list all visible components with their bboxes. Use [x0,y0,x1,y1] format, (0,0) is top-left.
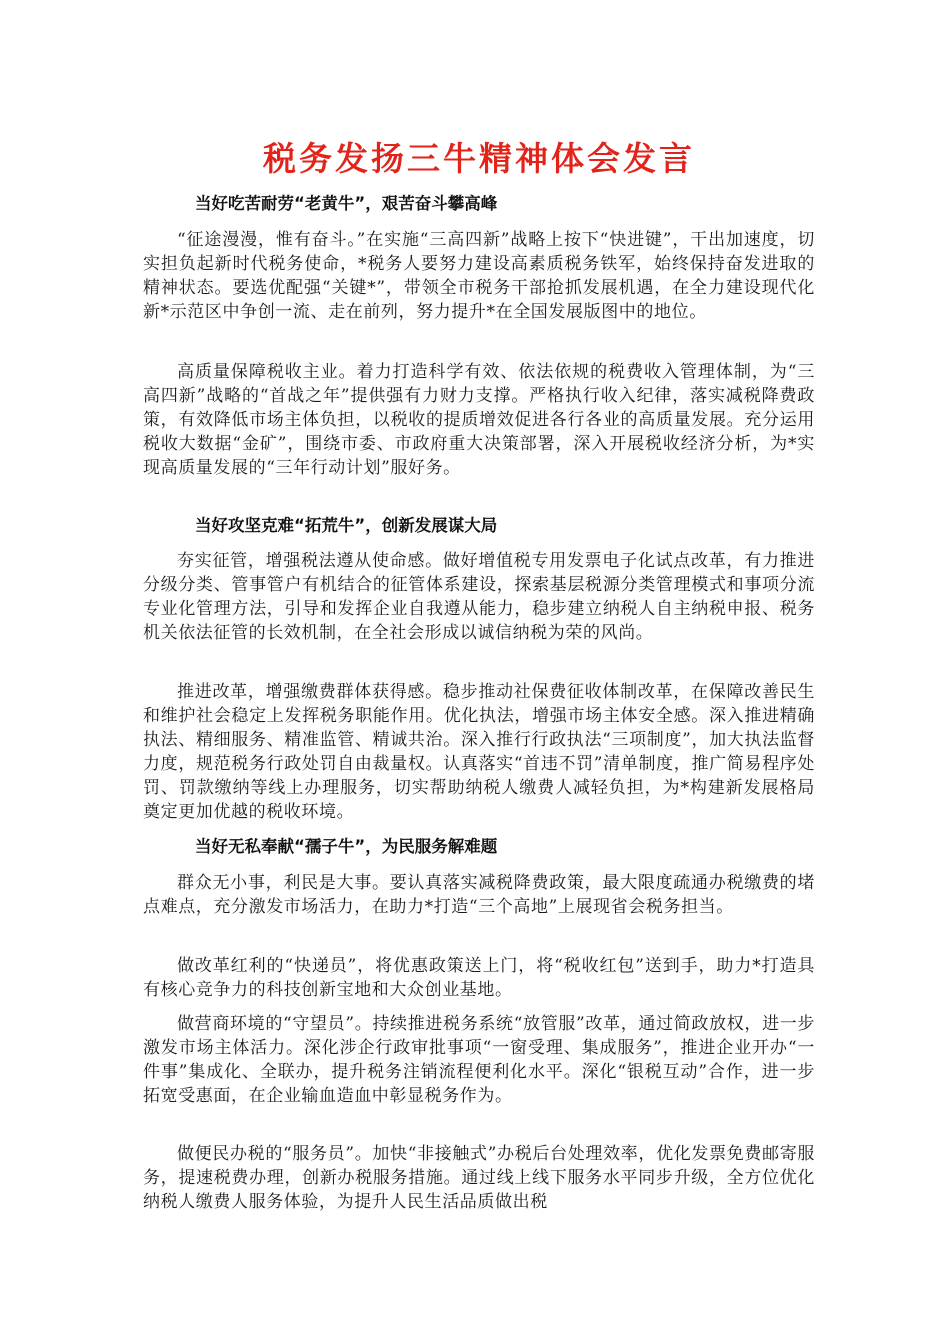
section-heading-1: 当好吃苦耐劳“老黄牛”，艰苦奋斗攀高峰 [195,194,498,213]
paragraph: 做改革红利的“快递员”，将优惠政策送上门，将“税收红包”送到手，助力*打造具有核心竞争力的科技创新宝地和大众创业基地。 [143,956,815,1000]
paragraph: 做营商环境的“守望员”。持续推进税务系统“放管服”改革，通过简政放权，进一步激发市场主体活力。深化涉企行政审批事项“一窗受理、集成服务”，推进企业开办“一件事”集成化、全联办，提升税务注销流程便利化水平。深化“银税互动”合作，进一步拓宽受惠面，在企业输血造血中彰显税务作为。 [143,1014,815,1106]
paragraph: 做便民办税的“服务员”。加快“非接触式”办税后台处理效率，优化发票免费邮寄服务，提速税费办理，创新办税服务措施。通过线上线下服务水平同步升级，全方位优化纳税人缴费人服务体验，为提升人民生活品质做出税 [143,1144,815,1212]
paragraph: 群众无小事，利民是大事。要认真落实减税降费政策，最大限度疏通办税缴费的堵点难点，充分激发市场活力，在助力*打造“三个高地”上展现省会税务担当。 [143,873,815,917]
paragraph: 高质量保障税收主业。着力打造科学有效、依法依规的税费收入管理体制，为“三高四新”战略的“首战之年”提供强有力财力支撑。严格执行收入纪律，落实减税降费政策，有效降低市场主体负担，以税收的提质增效促进各行各业的高质量发展。充分运用税收大数据“金矿”，围绕市委、市政府重大决策部署，深入开展税收经济分析，为*实现高质量发展的“三年行动计划”服好务。 [143,362,815,478]
paragraph: “征途漫漫，惟有奋斗。”在实施“三高四新”战略上按下“快进键”，干出加速度，切实担负起新时代税务使命，*税务人要努力建设高素质税务铁军，始终保持奋发进取的精神状态。要选优配强“关键*”，带领全市税务干部抢抓发展机遇，在全力建设现代化新*示范区中争创一流、走在前列，努力提升*在全国发展版图中的地位。 [143,230,815,322]
paragraph: 夯实征管，增强税法遵从使命感。做好增值税专用发票电子化试点改革，有力推进分级分类、管事管户有机结合的征管体系建设，探索基层税源分类管理模式和事项分流专业化管理方法，引导和发挥企业自我遵从能力，稳步建立纳税人自主纳税申报、税务机关依法征管的长效机制，在全社会形成以诚信纳税为荣的风尚。 [143,551,815,643]
document-title: 税务发扬三牛精神体会发言 [263,139,695,178]
paragraph: 推进改革，增强缴费群体获得感。稳步推动社保费征收体制改革，在保障改善民生和维护社会稳定上发挥税务职能作用。优化执法，增强市场主体安全感。深入推进精确执法、精细服务、精准监管、精诚共治。深入推行行政执法“三项制度”，加大执法监督力度，规范税务行政处罚自由裁量权。认真落实“首违不罚”清单制度，推广简易程序处罚、罚款缴纳等线上办理服务，切实帮助纳税人缴费人减轻负担，为*构建新发展格局奠定更加优越的税收环境。 [143,682,815,822]
section-heading-3: 当好无私奉献“孺子牛”，为民服务解难题 [195,837,498,856]
section-heading-2: 当好攻坚克难“拓荒牛”，创新发展谋大局 [195,516,498,535]
